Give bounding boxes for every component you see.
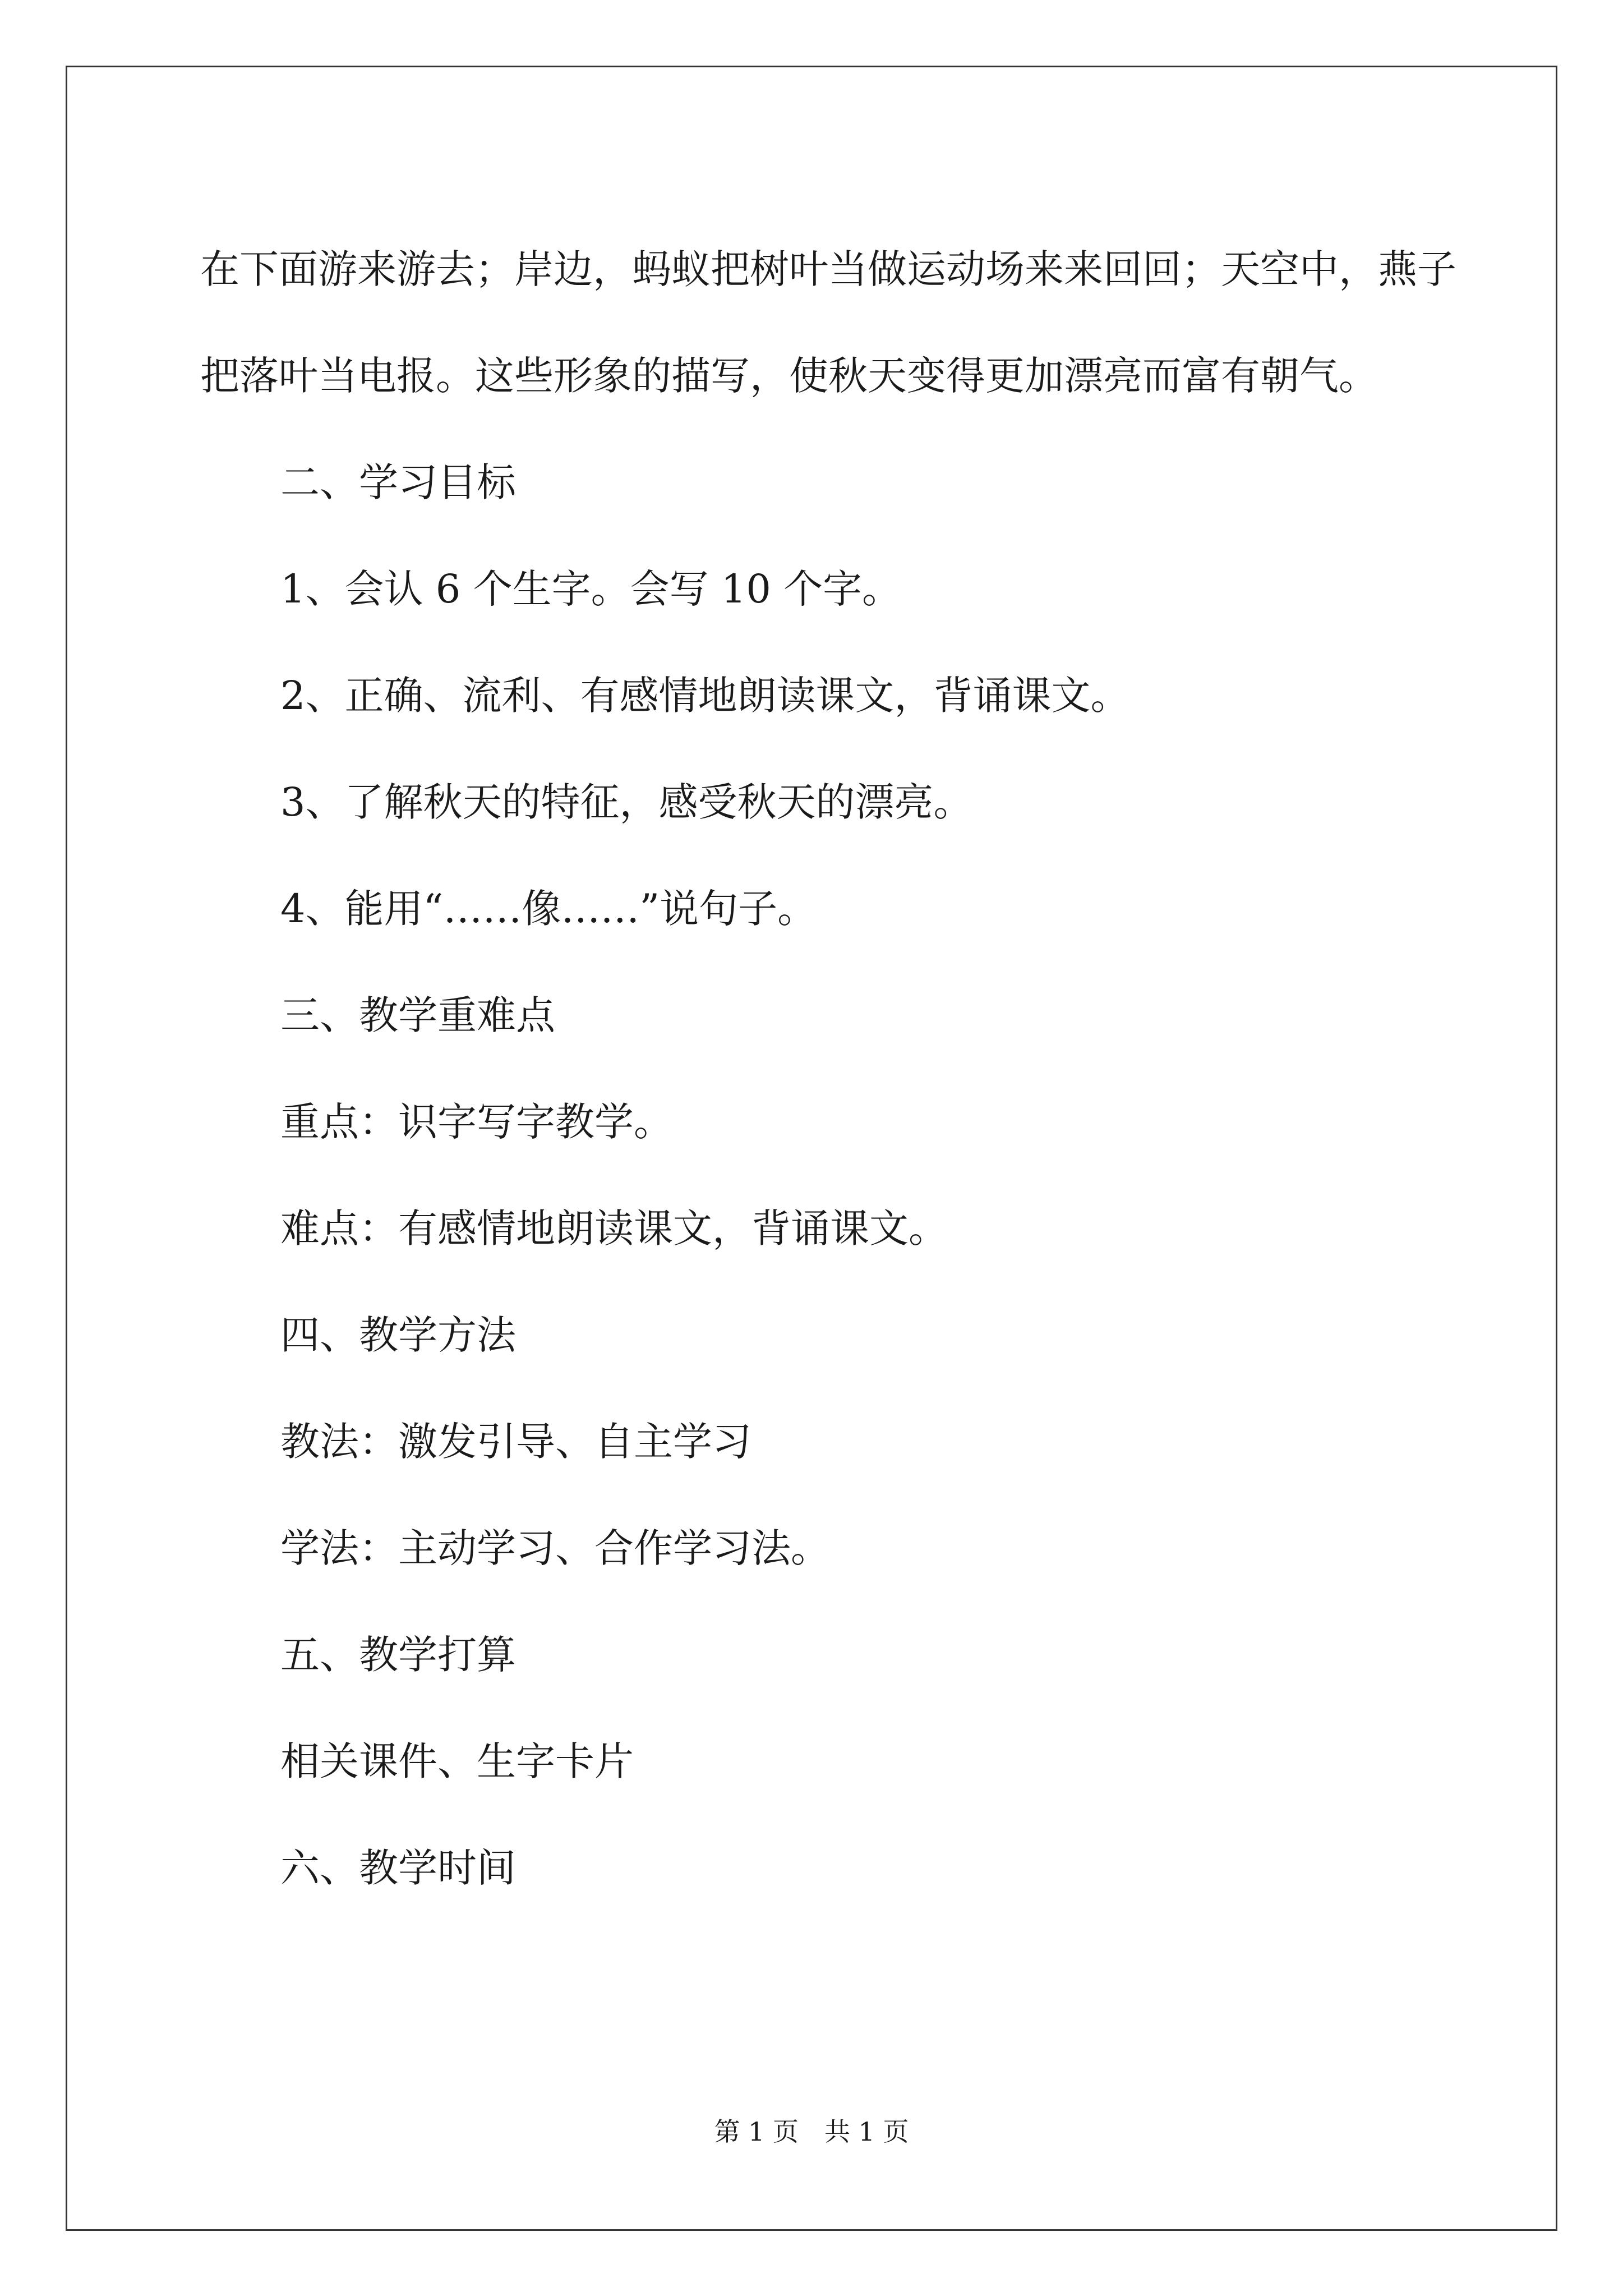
goal-item-4: 4、能用“……像……”说句子。	[280, 886, 817, 932]
heading-teaching-preparation: 五、教学打算	[280, 1632, 516, 1678]
preparation-text: 相关课件、生字卡片	[280, 1738, 634, 1784]
document-body	[200, 216, 1456, 1921]
key-point-text: 重点：识字写字教学。	[280, 1099, 673, 1145]
goal-item-2: 2、正确、流利、有感情地朗读课文，背诵课文。	[280, 673, 1130, 719]
heading-teaching-time: 六、教学时间	[280, 1845, 516, 1891]
goal-item-3: 3、了解秋天的特征，感受秋天的漂亮。	[280, 779, 973, 825]
page-footer: 第 1 页 共 1 页	[714, 2116, 909, 2147]
continuation-paragraph: 在下面游来游去；岸边，蚂蚁把树叶当做运动场来来回回；天空中，燕子把落叶当电报。这些形象的描写，使秋天变得更加漂亮而富有朝气。	[200, 246, 1456, 399]
heading-key-difficulties: 三、教学重难点	[280, 992, 555, 1038]
teaching-method-text: 教法：激发引导、自主学习	[280, 1419, 751, 1465]
learning-method-text: 学法：主动学习、合作学习法。	[280, 1525, 830, 1571]
goal-item-1: 1、会认 6 个生字。会写 10 个字。	[280, 566, 902, 612]
heading-learning-goals: 二、学习目标	[280, 459, 516, 505]
difficult-point-text: 难点：有感情地朗读课文，背诵课文。	[280, 1205, 948, 1251]
heading-teaching-methods: 四、教学方法	[280, 1312, 516, 1358]
